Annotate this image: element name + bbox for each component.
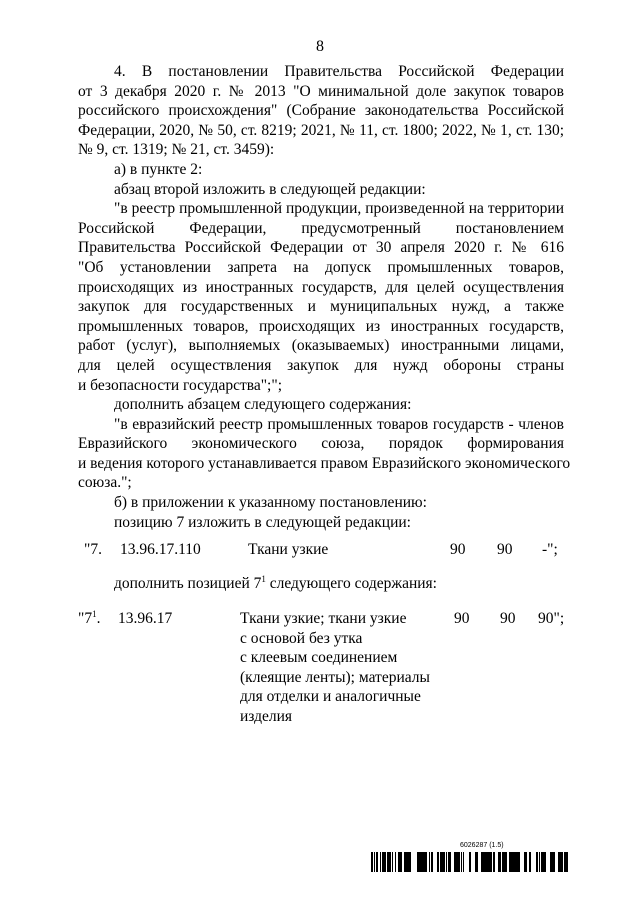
text-line: и безопасности государства";"; <box>78 376 282 394</box>
add-position-line <box>114 574 437 594</box>
text-line: Евразийского экономического союза, порядок формирования <box>78 435 564 453</box>
position-7-1-name-line: с основой без утка <box>240 629 363 647</box>
text-line: Федерации, 2020, № 50, ст. 8219; 2021, № 11, ст. 1800; 2022, № 1, ст. 130; <box>78 121 564 139</box>
text-line: от 3 декабря 2020 г. № 2013 "О минимальной доле закупок товаров <box>78 82 564 100</box>
position-7-value-3: -"; <box>542 541 558 558</box>
position-7-number: "7. <box>84 541 102 558</box>
position-7-value-1: 90 <box>450 541 466 558</box>
text-line: 4. В постановлении Правительства Российской Федерации <box>114 63 564 80</box>
position-7-1-name-line: с клеевым соединением <box>240 649 398 667</box>
barcode-image <box>370 852 568 872</box>
text-line: работ (услуг), выполняемых (оказываемых) иностранными лицами, <box>78 337 564 355</box>
position-7-1-code: 13.96.17 <box>118 610 173 627</box>
text-line: позицию 7 изложить в следующей редакции: <box>114 513 411 531</box>
text-line: "в реестр промышленной продукции, произведенной на территории <box>114 200 564 218</box>
text-line: российского происхождения" (Собрание законодательства Российской <box>78 102 564 120</box>
text-line: для целей осуществления закупок для нужд обороны страны <box>78 356 564 374</box>
text-line: и ведения которого устанавливается правом Евразийского экономического <box>78 454 571 472</box>
position-7-1-name-line: (клеящие ленты); материалы <box>240 668 430 686</box>
text-line: абзац второй изложить в следующей редакции: <box>114 180 426 198</box>
text-line: союза."; <box>78 474 132 492</box>
position-7-code: 13.96.17.110 <box>120 541 201 558</box>
position-7-1-value-1: 90 <box>454 610 470 627</box>
page-number: 8 <box>316 38 324 55</box>
add-position-suffix: следующего содержания: <box>265 575 437 592</box>
position-7-name: Ткани узкие <box>248 541 329 558</box>
add-position-sup: 1 <box>261 574 266 584</box>
barcode-number: 6026287 (1.5) <box>460 842 504 849</box>
document-body <box>78 62 571 532</box>
text-line: а) в пункте 2: <box>114 160 203 178</box>
text-line: "Об установлении запрета на допуск промышленных товаров, <box>78 258 564 276</box>
position-7-1-name <box>240 609 430 727</box>
position-7-1-row <box>78 609 574 729</box>
text-line: "в евразийский реестр промышленных товаров государств - членов <box>114 415 564 433</box>
text-line: происходящих из иностранных государств, для целей осуществления <box>78 278 564 296</box>
text-line: Правительства Российской Федерации от 30 апреля 2020 г. № 616 <box>78 239 564 257</box>
position-7-1-name-line: изделия <box>240 707 293 725</box>
position-7-1-value-2: 90 <box>500 610 516 627</box>
position-7-1-value-3: 90"; <box>538 610 565 627</box>
add-position-text: дополнить позицией 7 <box>114 575 262 592</box>
position-7-value-2: 90 <box>497 541 513 558</box>
text-line: № 9, ст. 1319; № 21, ст. 3459): <box>78 141 275 159</box>
position-7-1-name-line: Ткани узкие; ткани узкие <box>240 610 407 627</box>
text-line: промышленных товаров, происходящих из иностранных государств, <box>78 317 564 335</box>
text-line: закупок для государственных и муниципальных нужд, а также <box>78 298 564 316</box>
position-7-1-number: "$7^1$. <box>78 609 101 627</box>
text-line: Российской Федерации, предусмотренный постановлением <box>78 219 564 237</box>
position-7-1-name-line: для отделки и аналогичные <box>240 688 421 706</box>
text-line: б) в приложении к указанному постановлению: <box>114 494 427 512</box>
text-line: дополнить абзацем следующего содержания: <box>114 396 412 414</box>
